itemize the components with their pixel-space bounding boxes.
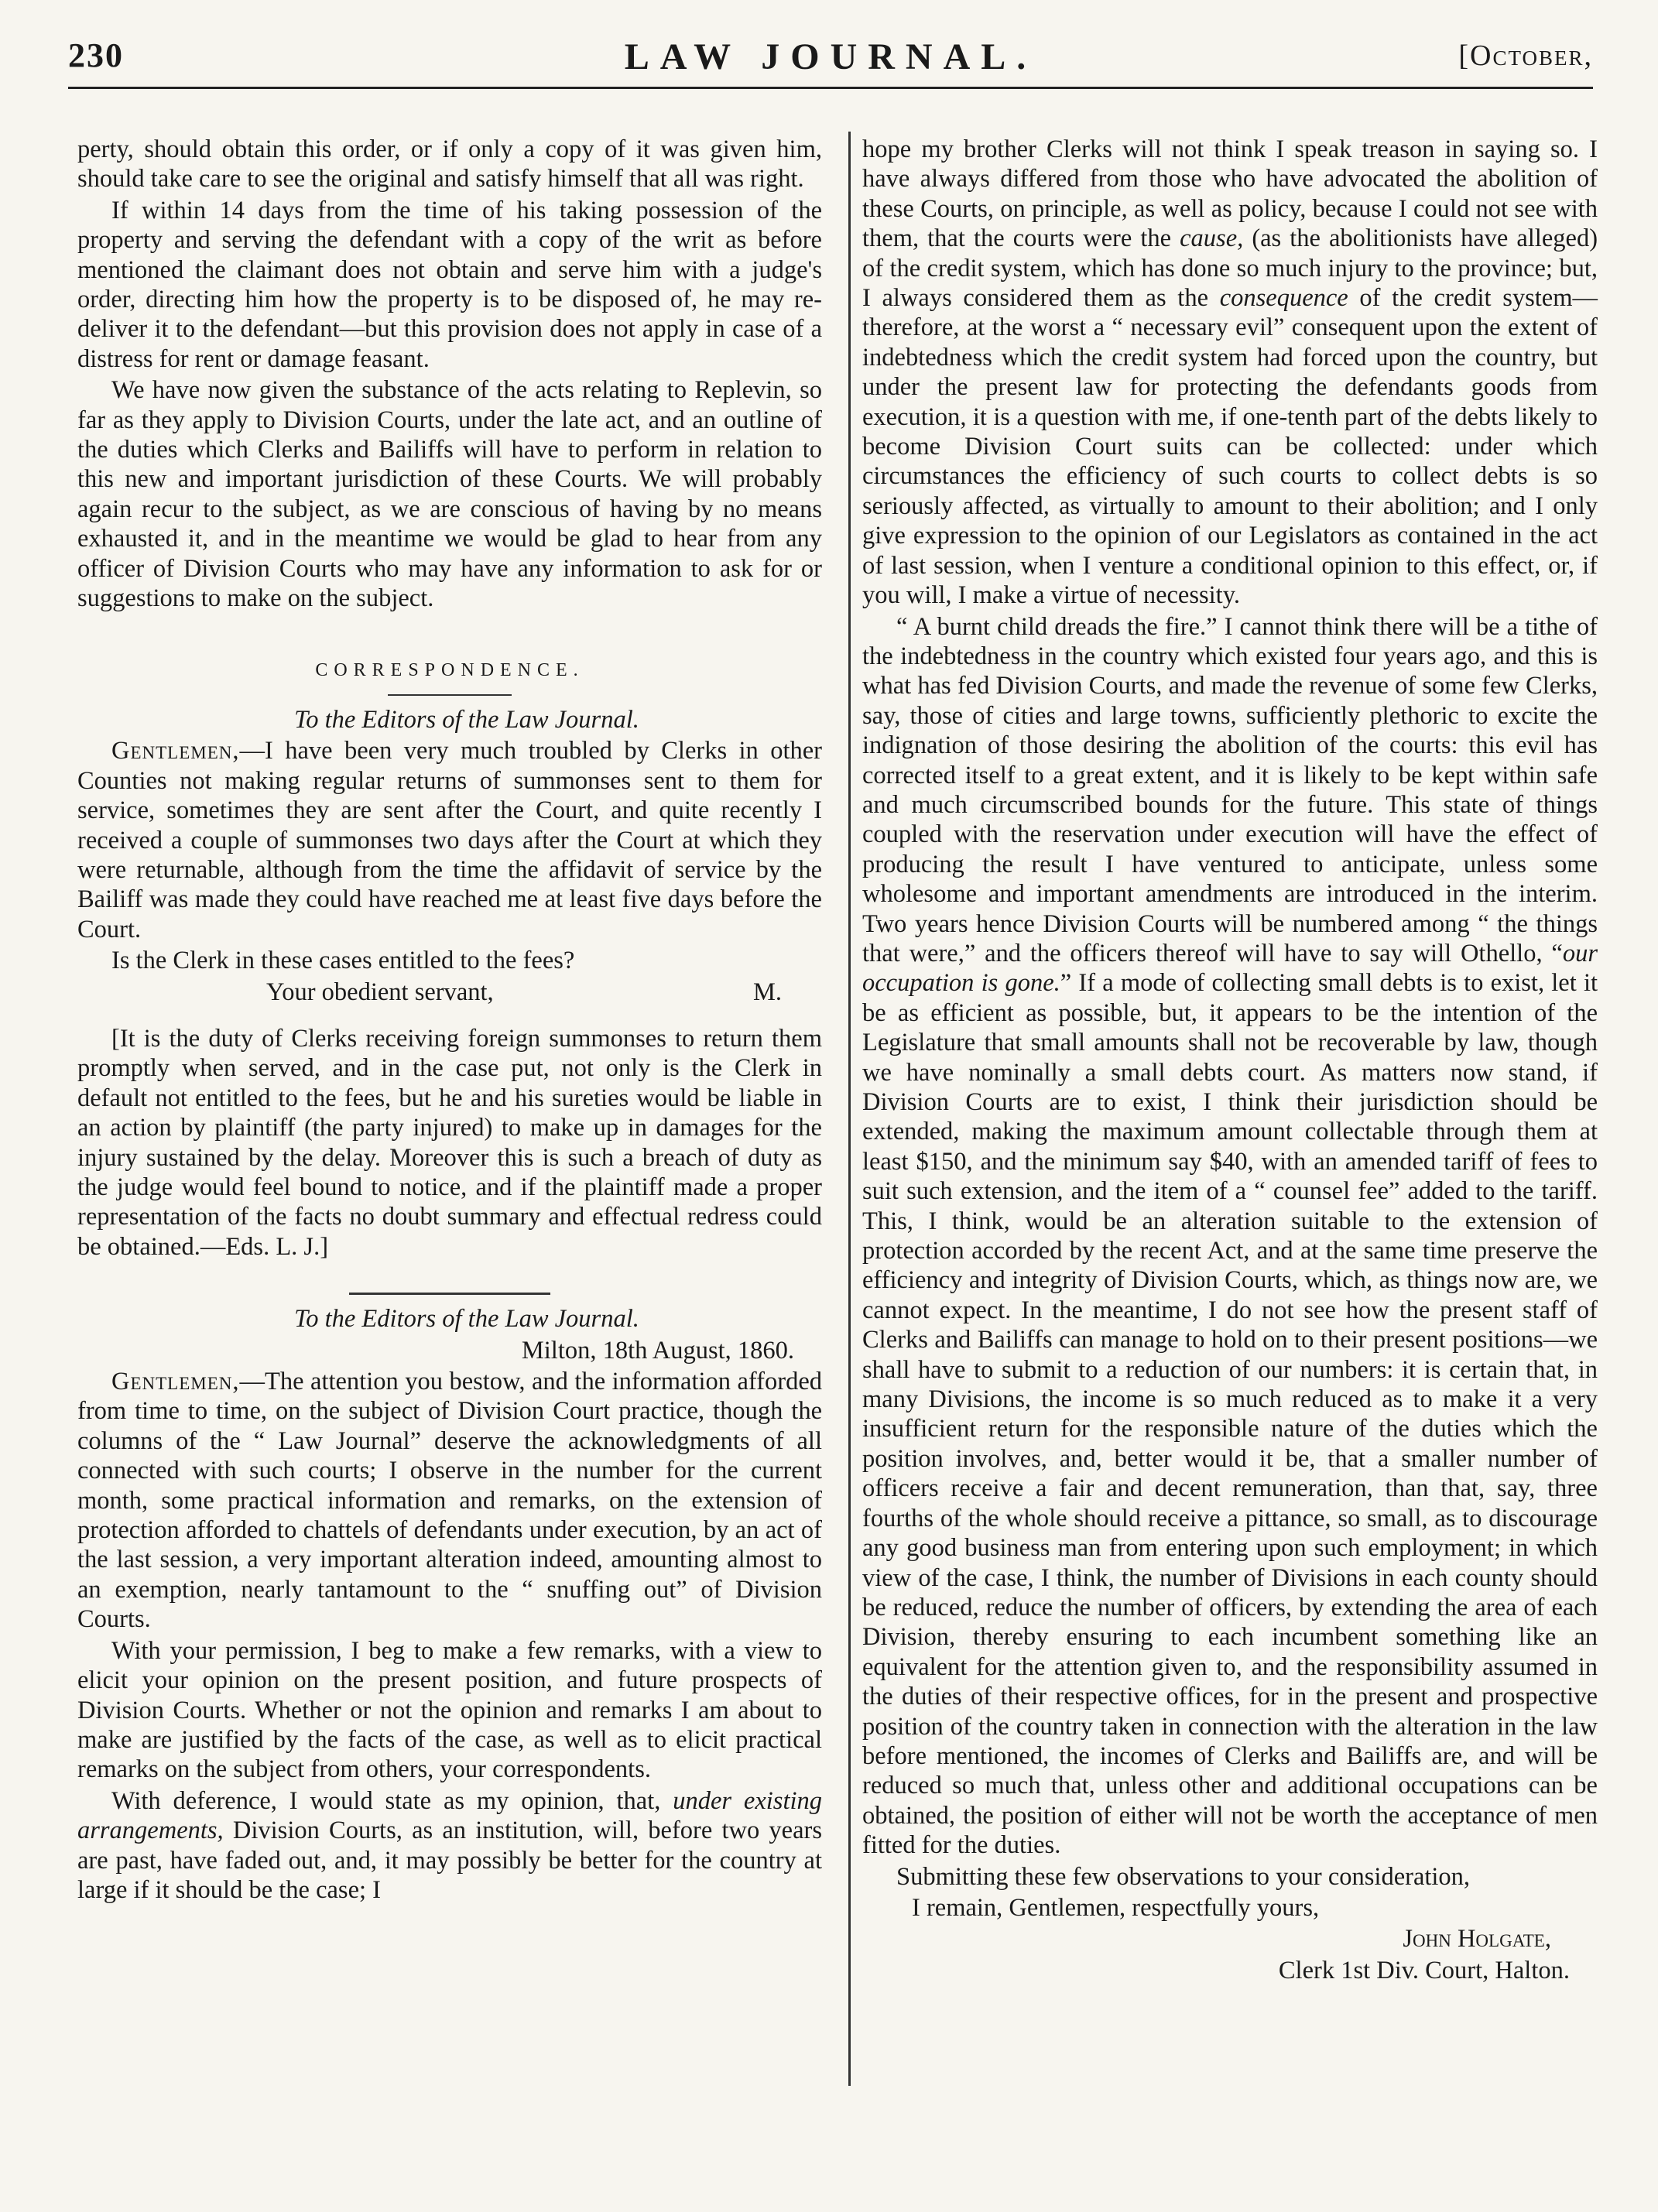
paragraph: [862, 612, 1598, 1861]
page-header: [68, 36, 1593, 82]
letter-place-date: Milton, 18th August, 1860.: [521, 1336, 794, 1365]
text-run: of the credit system—therefore, at the worst a “ necessary evil” consequent upon the extent of indebtedness which the credit system had forced upon the country, but under the present law for protecting the defendants goods from execution, it is a question with me, if one-tenth part of the debts likely to become Division Court suits can be collected: under which circumstances the efficiency of such courts to collect debts is so seriously affected, as virtually to amount to their abolition; and I only give expression to the opinion of our Legislators as contained in the act of last session, when I venture a conditional opinion to this effect, or, if you will, I make a virtue of necessity.: [862, 284, 1598, 610]
paragraph: If within 14 days from the time of his taking possession of the property and serving the defendant with a copy of the writ as before mentioned the claimant does not obtain and serve him with a judge's order, directing him how the property is to be disposed of, he may re-deliver it to the defendant—but this provision does not apply in case of a distress for rent or damage feasant.: [77, 196, 822, 373]
paragraph: [862, 135, 1598, 611]
left-column: [77, 135, 822, 1906]
closing-line: I remain, Gentlemen, respectfully yours,: [912, 1893, 1320, 1922]
salutation: Gentlemen,: [111, 737, 240, 765]
signature-title: Clerk 1st Div. Court, Halton.: [1278, 1956, 1570, 1984]
letter-body: [77, 736, 822, 944]
editor-note: [It is the duty of Clerks receiving foreign summonses to return them promptly when served, and in the case put, not only is the Clerk in default not entitled to the fees, but he and his sureties would be liable in an action by plaintiff (the party injured) to make up in damages for the injury sustained by the delay. Moreover this is such a breach of duty as the judge would feel bound to notice, and if the plaintiff made a proper representation of the facts no doubt summary and effectual redress could be obtained.—Eds. L. J.]: [77, 1024, 822, 1261]
emphasis: under existing arrangements,: [77, 1786, 823, 1845]
letter-dedication: To the Editors of the Law Journal.: [294, 1305, 639, 1334]
closing-text: Your obedient servant,: [266, 978, 494, 1006]
emphasis: our occupation is gone.: [862, 939, 1598, 998]
signature-initial: M.: [752, 978, 782, 1006]
text-run: hope my brother Clerks will not think I speak treason in saying so. I have always differed from those who have advocated the abolition of these Courts, on principle, as well as policy, because I could not see with them, that the courts were the: [862, 135, 1598, 253]
page-number: 230: [68, 36, 124, 74]
paragraph: We have now given the substance of the acts relating to Replevin, so far as they apply to Division Courts, under the late act, and an outline of the duties which Clerks and Bailiffs will have to perform in relation to this new and important jurisdiction of these Courts. We will probably again recur to the subject, as we are conscious of having by no means exhausted it, and in the meantime we would be glad to hear from any officer of Division Courts who may have any information to ask for or suggestions to make on the subject.: [77, 376, 822, 613]
paragraph: [77, 1786, 822, 1906]
letter-text: —I have been very much troubled by Clerks in other Counties not making regular returns of summonses sent to them for service, sometimes they are sent after the Court, and quite recently I received a couple of summonses two days after the Court at which they were returnable, although from the time the affidavit of service by the Bailiff was made they could have reached me at least five days before the Court.: [77, 737, 822, 943]
text-run: “ A burnt child dreads the fire.” I cannot think there will be a tithe of the indebtedness in the country which existed four years ago, and this is what has fed Division Courts, and made the revenue of some few Clerks, say, those of cities and large towns, sufficiently plethoric to excite the indignation of those desiring the abolition of the courts: this evil has corrected itself to a great extent, and it is likely to be kept within safe and much circumscribed bounds for the future. This state of things coupled with the reservation under execution will have the effect of producing the result I have ventured to anticipate, unless some wholesome and important amendments are introduced in the interim. Two years hence Division Courts will be numbered among “ the things that were,” and the officers thereof will have to say will Othello, “: [862, 612, 1598, 967]
column-divider: [848, 132, 851, 2086]
letter-question: Is the Clerk in these cases entitled to the fees?: [111, 947, 575, 975]
right-column: [862, 135, 1598, 1987]
text-run: With deference, I would state as my opinion, that,: [111, 1786, 661, 1815]
paragraph: With your permission, I beg to make a few remarks, with a view to elicit your opinion on the present position, and future prospects of Division Courts. Whether or not the opinion and remarks I am about to make are justified by the facts of the case, as well as to elicit practical remarks on the subject from others, your correspondents.: [77, 1636, 822, 1784]
paragraph: perty, should obtain this order, or if only a copy of it was given him, should take care to see the original and satisfy himself that all was right.: [77, 135, 822, 193]
text-run: Division Courts, as an institution, will, before two years are past, have faded out, and, it may possibly be better for the country at large if it should be the case; I: [77, 1817, 823, 1904]
text-run: ” If a mode of collecting small debts is to exist, let it be as efficient as possible, but, it appears to be the intention of the Legislature that small amounts shall not be recoverable by law, though we have nominally a small debts court. As matters now stand, if Division Courts are to exist, I think their jurisdiction should be extended, making the maximum amount collectable through them at least $150, and the minimum say $40, with an amended tariff of fees to suit such extension, and the item of a “ counsel fee” added to the tariff. This, I think, would be an alteration suitable to the extension of protection accorded by the recent Act, and at the same time preserve the efficiency and integrity of Division Courts, which, as things now are, we cannot expect. In the meantime, I do not see how the present staff of Clerks and Bailiffs can manage to hold on to their present positions—we shall have to submit to a reduction of our numbers: it is certain that, in many Divisions, the income is so much reduced as to make it a very insufficient return for the responsible nature of the duties which the position involves, and, better would it be, that a smaller number of officers receive a fair and decent remuneration, than that, say, three fourths of the whole should receive a pittance, so small, as to discourage any good business man from entering upon such employment; in which view of the case, I think, the number of Divisions in each county should be reduced, reduce the number of officers, by extending the area of each Division, thereby ensuring to each incumbent something like an equivalent for the attention given to, and the responsibility assumed in the duties of their respective offices, for in the present and prospective position of the country taken in connection with the alteration in the law before mentioned, the incomes of Clerks and Bailiffs are, and will be reduced so much that, unless other and additional occupations can be obtained, the position of either will not be worth the acceptance of men fitted for the duties.: [862, 969, 1598, 1860]
section-rule: [388, 694, 512, 696]
text-run: (as the abolitionists have alleged) of the credit system, which has done so much injury to the province; but, I always considered them as the: [862, 224, 1598, 313]
letter-closing: [77, 978, 822, 1007]
letter-dedication: To the Editors of the Law Journal.: [294, 705, 639, 734]
letter-body: [77, 1367, 822, 1635]
salutation: Gentlemen,: [111, 1368, 240, 1396]
header-rule: [68, 87, 1593, 89]
letter-text: —The attention you bestow, and the information afforded from time to time, on the subject of Division Court practice, though the columns of the “ Law Journal” deserve the acknowledgments of all connected with such courts; I observe in the number for the current month, some practical information and remarks, on the extension of protection afforded to chattels of defendants under execution, by an act of the last session, a very important alteration indeed, amounting almost to an exemption, nearly tantamount to the “ snuffing out” of Division Courts.: [77, 1368, 822, 1634]
divider-rule: [349, 1293, 550, 1295]
issue-month: [October,: [1458, 39, 1593, 72]
signature-name: John Holgate,: [1403, 1925, 1551, 1953]
emphasis: cause,: [1180, 224, 1244, 253]
journal-title: LAW JOURNAL.: [624, 36, 1037, 77]
emphasis: consequence: [1219, 284, 1348, 313]
closing-line: Submitting these few observations to your consideration,: [896, 1862, 1471, 1891]
section-heading: CORRESPONDENCE.: [315, 659, 584, 680]
